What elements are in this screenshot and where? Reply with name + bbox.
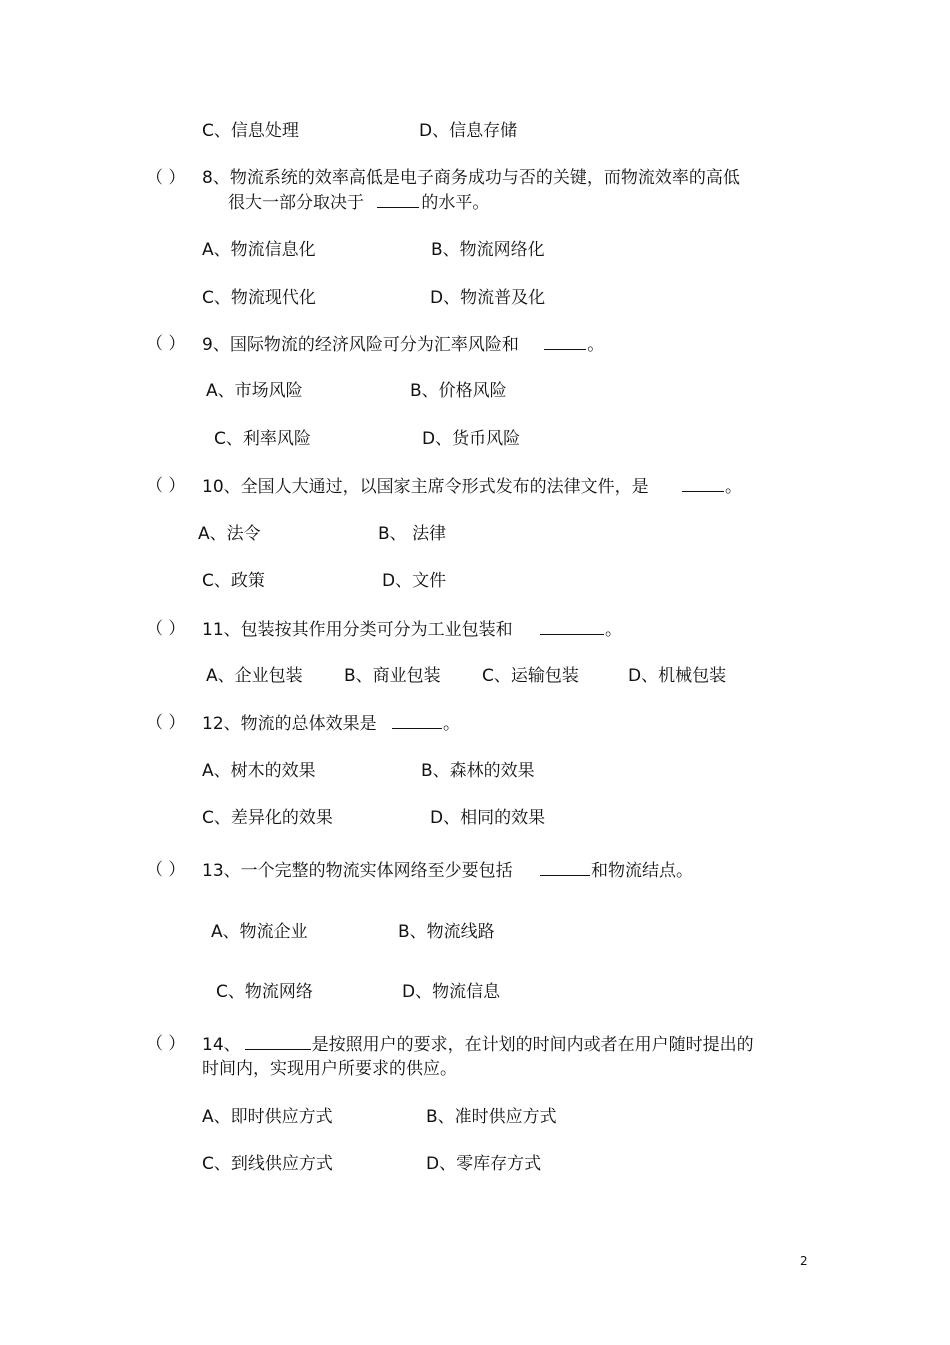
q13-option-c: C、物流网络 [216,982,313,1002]
q13-option-b: B、物流线路 [398,922,495,942]
q10-answer-paren: （ ） [146,476,186,496]
q8-option-a: A、物流信息化 [202,240,316,260]
q7-option-d: D、信息存储 [419,121,518,141]
q14-option-d: D、零库存方式 [426,1154,542,1174]
q12-stem [202,712,460,735]
q12-stem-pre: 12、物流的总体效果是 [202,714,377,734]
q8-stem-line1: 8、物流系统的效率高低是电子商务成功与否的关键，而物流效率的高低 [202,168,740,188]
q14-stem-pre: 14、 [202,1035,241,1055]
q9-stem-pre: 9、国际物流的经济风险可分为汇率风险和 [202,335,519,355]
q12-option-b: B、森林的效果 [421,761,535,781]
q10-option-c: C、政策 [202,571,265,591]
q11-stem-pre: 11、包装按其作用分类可分为工业包装和 [202,620,513,640]
q10-stem-pre: 10、全国人大通过，以国家主席令形式发布的法律文件，是 [202,477,649,497]
q10-option-a: A、法令 [198,524,261,544]
q12-answer-paren: （ ） [146,713,186,733]
q8-option-c: C、物流现代化 [202,288,316,308]
q8-option-d: D、物流普及化 [430,288,546,308]
q11-answer-paren: （ ） [146,619,186,639]
q8-stem-line2 [228,191,489,214]
q12-stem-post: 。 [443,714,461,734]
q14-option-b: B、准时供应方式 [426,1107,557,1127]
q12-option-d: D、相同的效果 [430,808,546,828]
q13-blank [540,859,590,876]
q13-stem-post: 和物流结点。 [591,861,694,881]
q14-stem-line2: 时间内，实现用户所要求的供应。 [202,1059,457,1079]
page-number: 2 [800,1254,808,1268]
q10-option-d: D、文件 [382,571,447,591]
q8-stem-post: 的水平。 [421,193,490,213]
q9-option-a: A、市场风险 [206,381,303,401]
q14-stem-post: 是按照用户的要求，在计划的时间内或者在用户随时提出的 [311,1035,754,1055]
q14-option-a: A、即时供应方式 [202,1107,333,1127]
q8-option-b: B、物流网络化 [431,240,545,260]
q13-answer-paren: （ ） [146,860,186,880]
q11-option-a: A、企业包装 [206,666,303,686]
q9-option-d: D、货币风险 [422,429,521,449]
q11-stem-post: 。 [605,620,623,640]
q10-option-b: B、 法律 [378,524,447,544]
q8-blank [377,191,419,208]
q9-option-b: B、价格风险 [410,381,507,401]
q14-stem-line1 [202,1033,754,1056]
q11-stem [202,618,622,641]
q7-option-c: C、信息处理 [202,121,299,141]
q10-stem-post: 。 [725,477,743,497]
q13-stem-pre: 13、一个完整的物流实体网络至少要包括 [202,861,513,881]
q9-blank [544,333,586,350]
q9-stem [202,333,604,356]
q11-option-b: B、商业包装 [344,666,441,686]
q10-blank [682,475,724,492]
q12-option-a: A、树木的效果 [202,761,316,781]
q13-option-a: A、物流企业 [211,922,308,942]
q14-blank [245,1033,311,1050]
q14-answer-paren: （ ） [146,1034,186,1054]
q13-stem [202,859,693,882]
q9-answer-paren: （ ） [146,334,186,354]
q14-option-c: C、到线供应方式 [202,1154,333,1174]
q13-option-d: D、物流信息 [402,982,501,1002]
q9-stem-post: 。 [587,335,605,355]
q10-stem [202,475,742,498]
q9-option-c: C、利率风险 [214,429,311,449]
q11-option-c: C、运输包装 [482,666,579,686]
q12-option-c: C、差异化的效果 [202,808,333,828]
q12-blank [392,712,442,729]
q11-option-d: D、机械包装 [628,666,727,686]
q8-stem-pre: 很大一部分取决于 [228,193,364,213]
q11-blank [540,618,604,635]
q8-answer-paren: （ ） [146,168,186,188]
